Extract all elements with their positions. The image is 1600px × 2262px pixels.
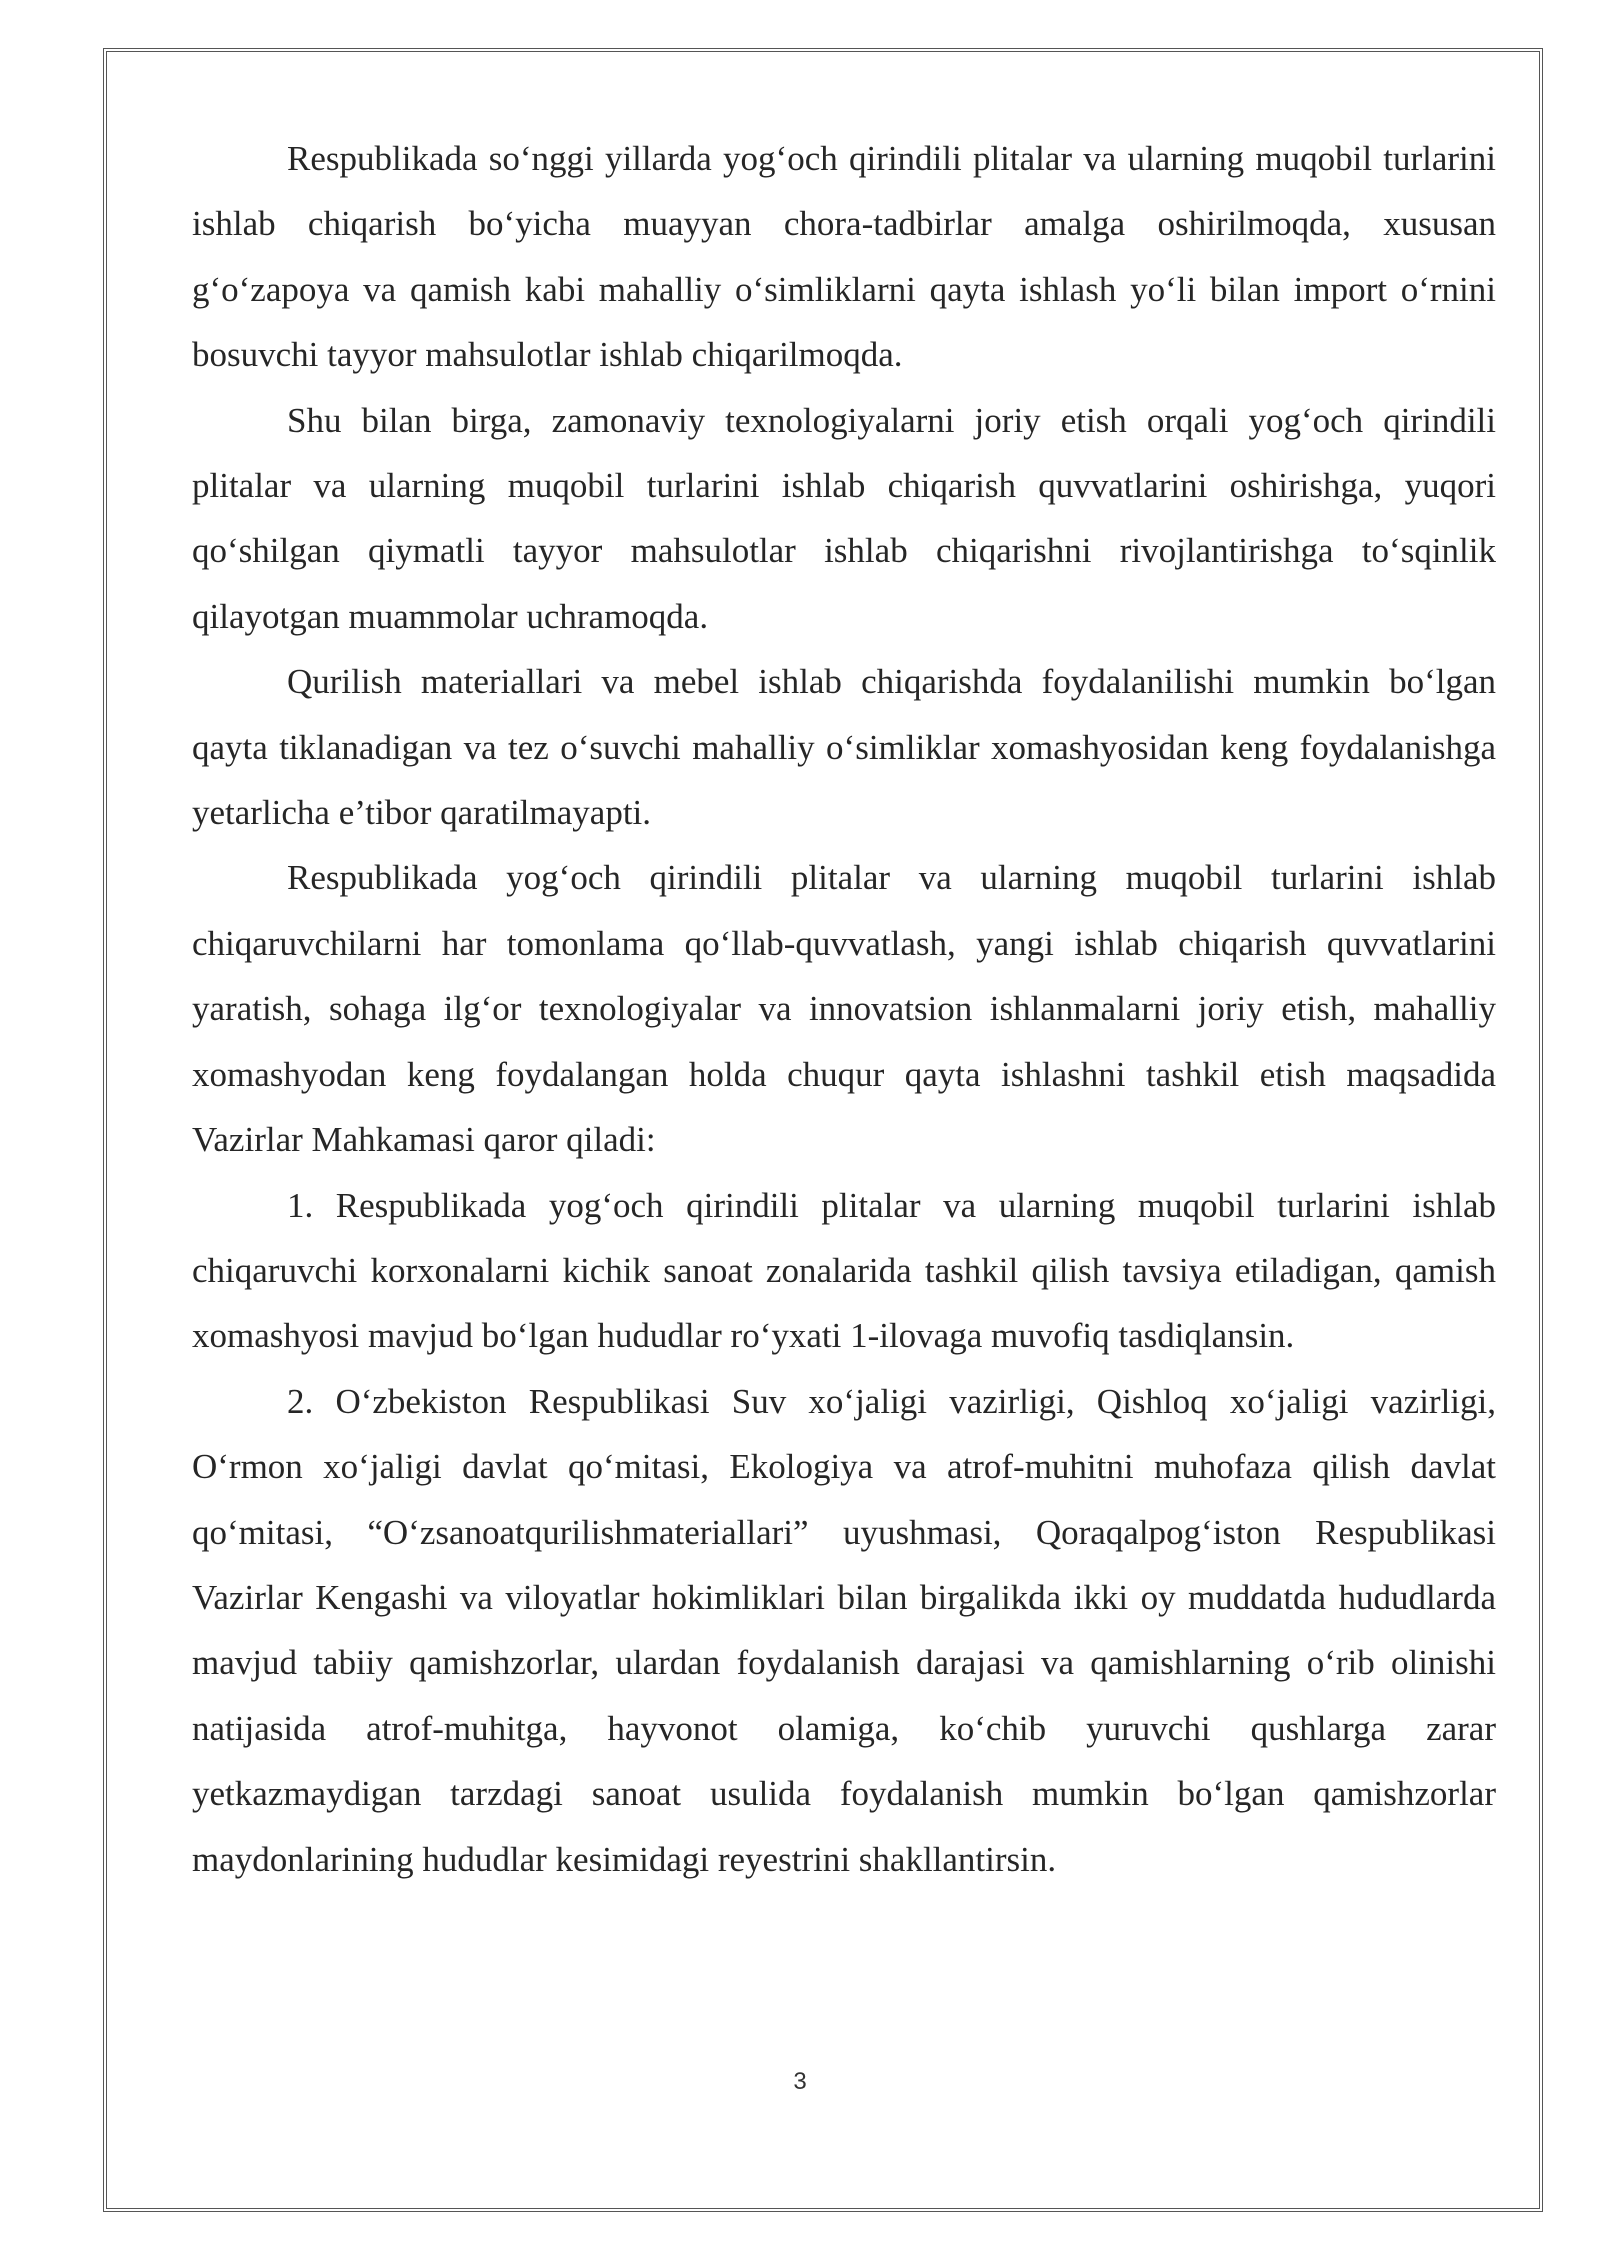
paragraph-problems: Shu bilan birga, zamonaviy texnologiyalarni joriy etish orqali yog‘och qirindili plitalar va ularning muqobil turlarini ishlab chiqarish quvvatlarini oshirishga, yuqori qo‘shilgan qiymatli tayyor mahsulotlar ishlab chiqarishni rivojlantirishga to‘sqinlik qilayotgan muammolar uchramoqda. xyxy=(192,400,1496,636)
paragraph-item-2: 2. O‘zbekiston Respublikasi Suv xo‘jaligi vazirligi, Qishloq xo‘jaligi vazirligi, O‘rmon xo‘jaligi davlat qo‘mitasi, Ekologiya va atrof-muhitni muhofaza qilish davlat qo‘mitasi, “O‘zsanoatqurilishmateriallari” uyushmasi, Qoraqalpog‘iston Respublikasi Vazirlar Kengashi va viloyatlar hokimliklari bilan birgalikda ikki oy muddatda hududlarda mavjud tabiiy qamishzorlar, ulardan foydalanish darajasi va qamishlarning o‘rib olinishi natijasida atrof-muhitga, hayvonot olamiga, ko‘chib yuruvchi qushlarga zarar yetkazmaydigan tarzdagi sanoat usulida foydalanish mumkin bo‘lgan qamishzorlar maydonlarining hududlar kesimidagi reyestrini shakllantirsin. xyxy=(192,1381,1496,1879)
paragraph-intro: Respublikada so‘nggi yillarda yog‘och qirindili plitalar va ularning muqobil turlarini ishlab chiqarish bo‘yicha muayyan chora-tadbirlar amalga oshirilmoqda, xususan g‘o‘zapoya va qamish kabi mahalliy o‘simliklarni qayta ishlash yo‘li bilan import o‘rnini bosuvchi tayyor mahsulotlar ishlab chiqarilmoqda. xyxy=(192,139,1496,375)
paragraph-item-1: 1. Respublikada yog‘och qirindili plitalar va ularning muqobil turlarini ishlab chiqaruvchi korxonalarni kichik sanoat zonalarida tashkil qilish tavsiya etiladigan, qamish xomashyosi mavjud bo‘lgan hududlar ro‘yxati 1-ilovaga muvofiq tasdiqlansin. xyxy=(192,1185,1496,1356)
page-number: 3 xyxy=(793,2068,807,2095)
document-body xyxy=(192,126,1496,1892)
paragraph-raw-materials: Qurilish materiallari va mebel ishlab chiqarishda foydalanilishi mumkin bo‘lgan qayta tiklanadigan va tez o‘suvchi mahalliy o‘simliklar xomashyosidan keng foydalanishga yetarlicha e’tibor qaratilmayapti. xyxy=(192,662,1496,833)
paragraph-resolution-preamble: Respublikada yog‘och qirindili plitalar va ularning muqobil turlarini ishlab chiqaruvchilarni har tomonlama qo‘llab-quvvatlash, yangi ishlab chiqarish quvvatlarini yaratish, sohaga ilg‘or texnologiyalar va innovatsion ishlanmalarni joriy etish, mahalliy xomashyodan keng foydalangan holda chuqur qayta ishlashni tashkil etish maqsadida Vazirlar Mahkamasi qaror qiladi: xyxy=(192,858,1496,1160)
